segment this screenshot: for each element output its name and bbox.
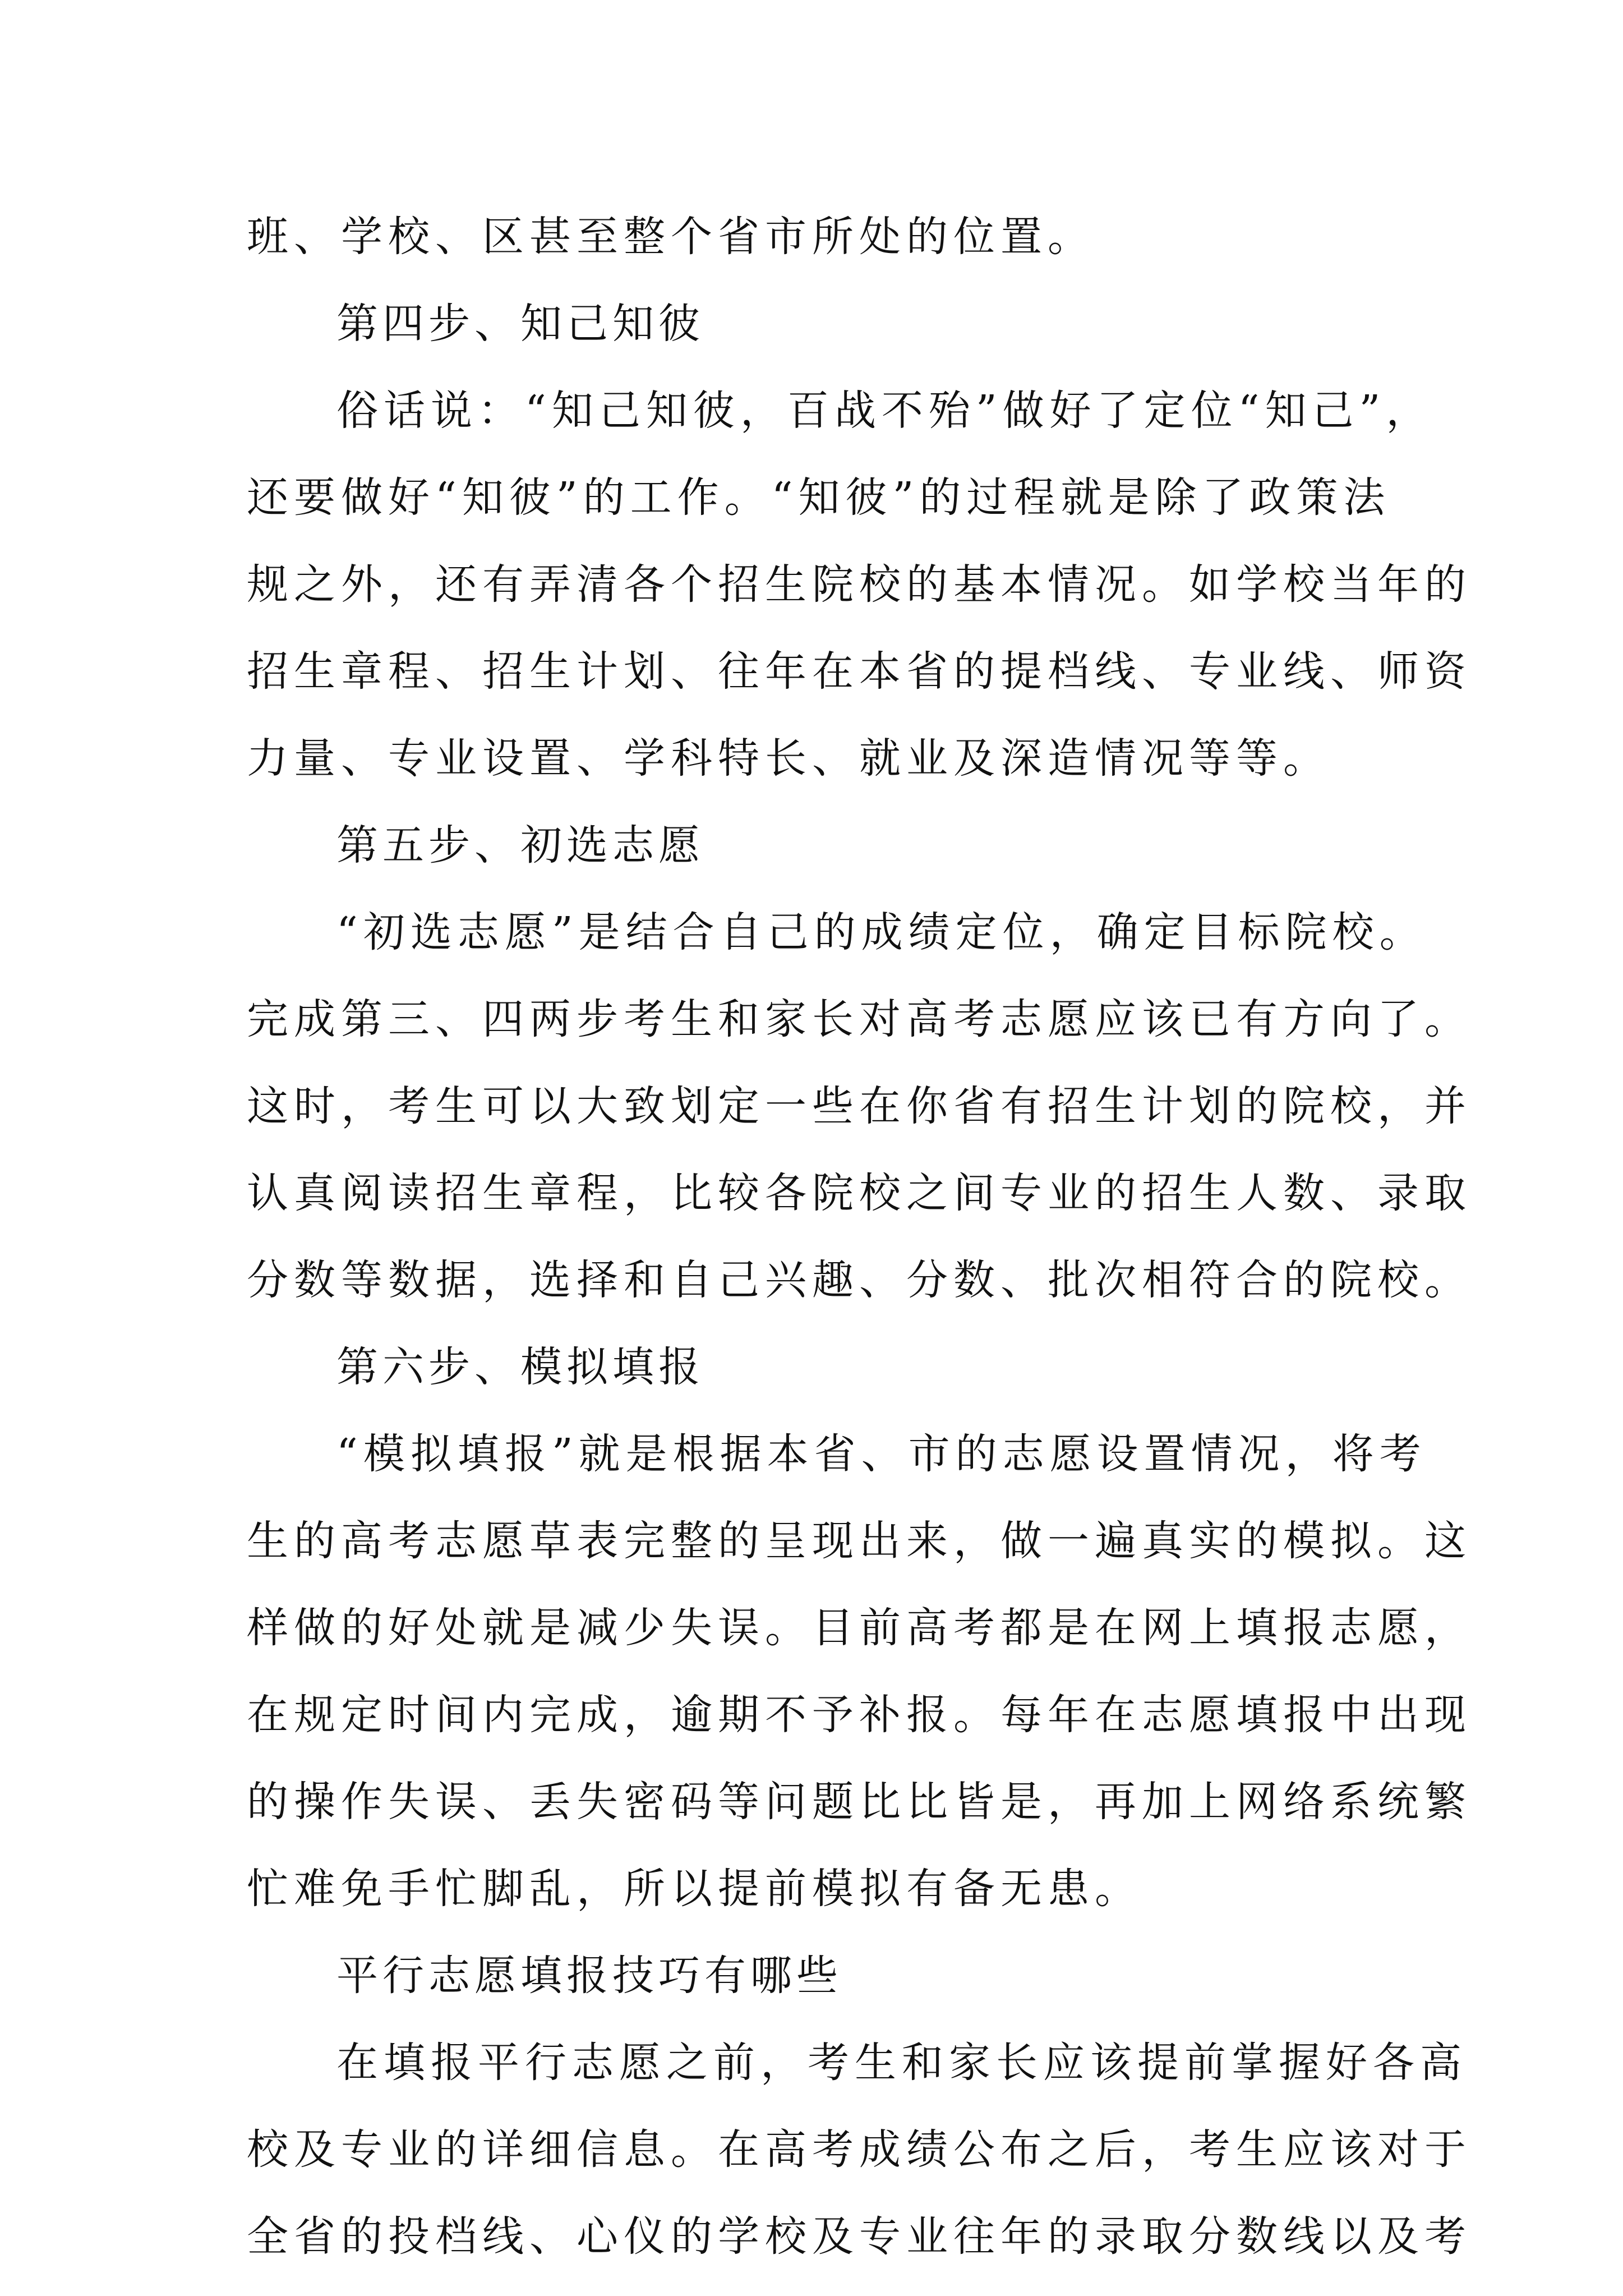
paragraph-line: 还要做好“知彼”的工作。“知彼”的过程就是除了政策法: [247, 473, 1391, 522]
paragraph-line: 的操作失误、丢失密码等问题比比皆是，再加上网络系统繁: [247, 1778, 1472, 1826]
paragraph-line: 在规定时间内完成，逾期不予补报。每年在志愿填报中出现: [247, 1691, 1472, 1739]
section-heading: 第五步、初选志愿: [336, 821, 704, 869]
section-heading: 第六步、模拟填报: [336, 1343, 704, 1391]
paragraph-line: 班、学校、区甚至整个省市所处的位置。: [247, 213, 1095, 261]
section-heading: 第四步、知己知彼: [336, 300, 704, 348]
paragraph-line: 全省的投档线、心仪的学校及专业往年的录取分数线以及考: [247, 2212, 1472, 2261]
paragraph-line: 这时，考生可以大致划定一些在你省有招生计划的院校，并: [247, 1082, 1472, 1130]
paragraph-line: “模拟填报”就是根据本省、市的志愿设置情况，将考: [336, 1430, 1427, 1478]
paragraph-line: 招生章程、招生计划、往年在本省的提档线、专业线、师资: [247, 647, 1472, 696]
paragraph-line: 生的高考志愿草表完整的呈现出来，做一遍真实的模拟。这: [247, 1517, 1472, 1565]
paragraph-line: 忙难免手忙脚乱，所以提前模拟有备无患。: [247, 1865, 1142, 1913]
paragraph-line: 样做的好处就是减少失误。目前高考都是在网上填报志愿，: [247, 1604, 1472, 1652]
paragraph-line: 在填报平行志愿之前，考生和家长应该提前掌握好各高: [336, 2039, 1467, 2087]
paragraph-line: 力量、专业设置、学科特长、就业及深造情况等等。: [247, 734, 1330, 783]
document-body: [247, 194, 1472, 2280]
paragraph-line: 校及专业的详细信息。在高考成绩公布之后，考生应该对于: [247, 2125, 1472, 2174]
paragraph-line: 完成第三、四两步考生和家长对高考志愿应该已有方向了。: [247, 995, 1472, 1043]
paragraph-line: 规之外，还有弄清各个招生院校的基本情况。如学校当年的: [247, 560, 1472, 609]
paragraph-line: 认真阅读招生章程，比较各院校之间专业的招生人数、录取: [247, 1169, 1472, 1217]
paragraph-line: 分数等数据，选择和自己兴趣、分数、批次相符合的院校。: [247, 1256, 1472, 1304]
section-heading: 平行志愿填报技巧有哪些: [336, 1952, 842, 2000]
paragraph-line: 俗话说：“知己知彼，百战不殆”做好了定位“知己”，: [336, 386, 1433, 435]
paragraph-line: “初选志愿”是结合自己的成绩定位，确定目标院校。: [336, 908, 1427, 956]
